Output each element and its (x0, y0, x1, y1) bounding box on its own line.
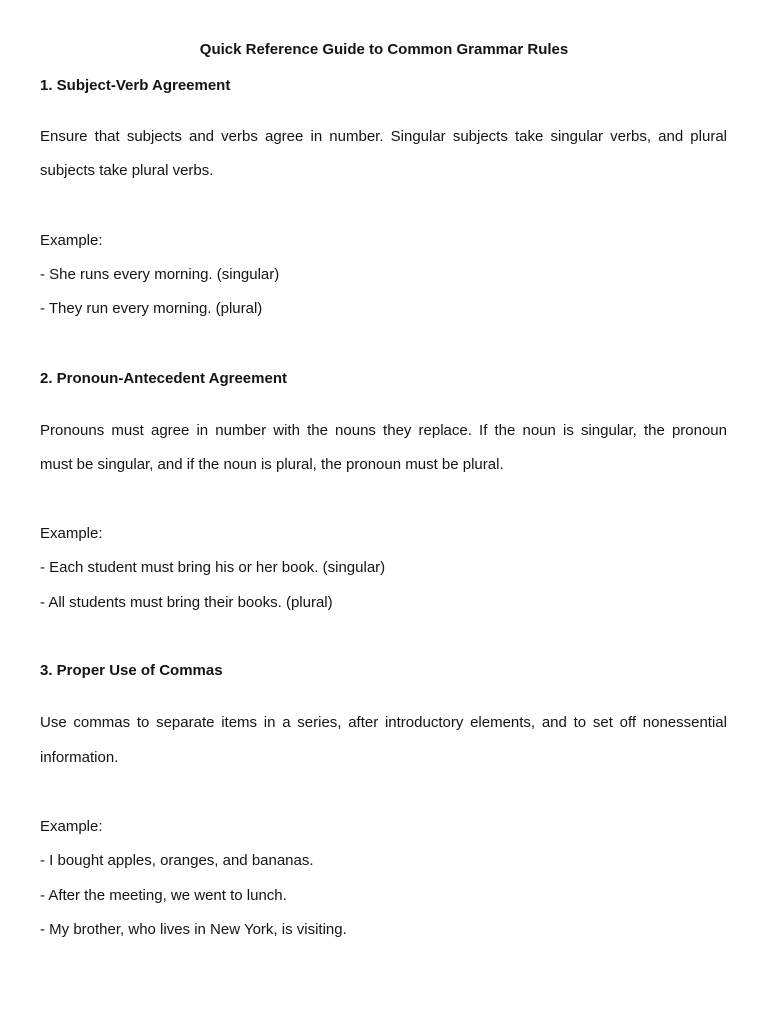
section-body-line: information. (40, 749, 119, 766)
section-body-line: Ensure that subjects and verbs agree in number. Singular subjects take singular verbs, and plural (40, 128, 727, 145)
section-body-line: must be singular, and if the noun is plural, the pronoun must be plural. (40, 456, 504, 473)
section-body-line: Pronouns must agree in number with the nouns they replace. If the noun is singular, the pronoun (40, 422, 727, 439)
example-label: Example: (40, 818, 103, 835)
example-item: - She runs every morning. (singular) (40, 266, 280, 283)
example-item: - I bought apples, oranges, and bananas. (40, 852, 314, 869)
example-label: Example: (40, 232, 103, 249)
example-item: - They run every morning. (plural) (40, 300, 263, 317)
section-heading-pronoun-antecedent: 2. Pronoun-Antecedent Agreement (40, 370, 287, 387)
example-item: - Each student must bring his or her book. (singular) (40, 559, 386, 576)
example-label: Example: (40, 525, 103, 542)
page-title: Quick Reference Guide to Common Grammar Rules (199, 41, 569, 58)
example-item: - After the meeting, we went to lunch. (40, 887, 287, 904)
example-item: - My brother, who lives in New York, is visiting. (40, 921, 347, 938)
example-item: - All students must bring their books. (plural) (40, 594, 333, 611)
section-heading-subject-verb: 1. Subject-Verb Agreement (40, 77, 231, 94)
section-heading-commas: 3. Proper Use of Commas (40, 662, 223, 679)
section-body-line: Use commas to separate items in a series, after introductory elements, and to set off nonessential (40, 714, 727, 731)
section-body-line: subjects take plural verbs. (40, 162, 214, 179)
